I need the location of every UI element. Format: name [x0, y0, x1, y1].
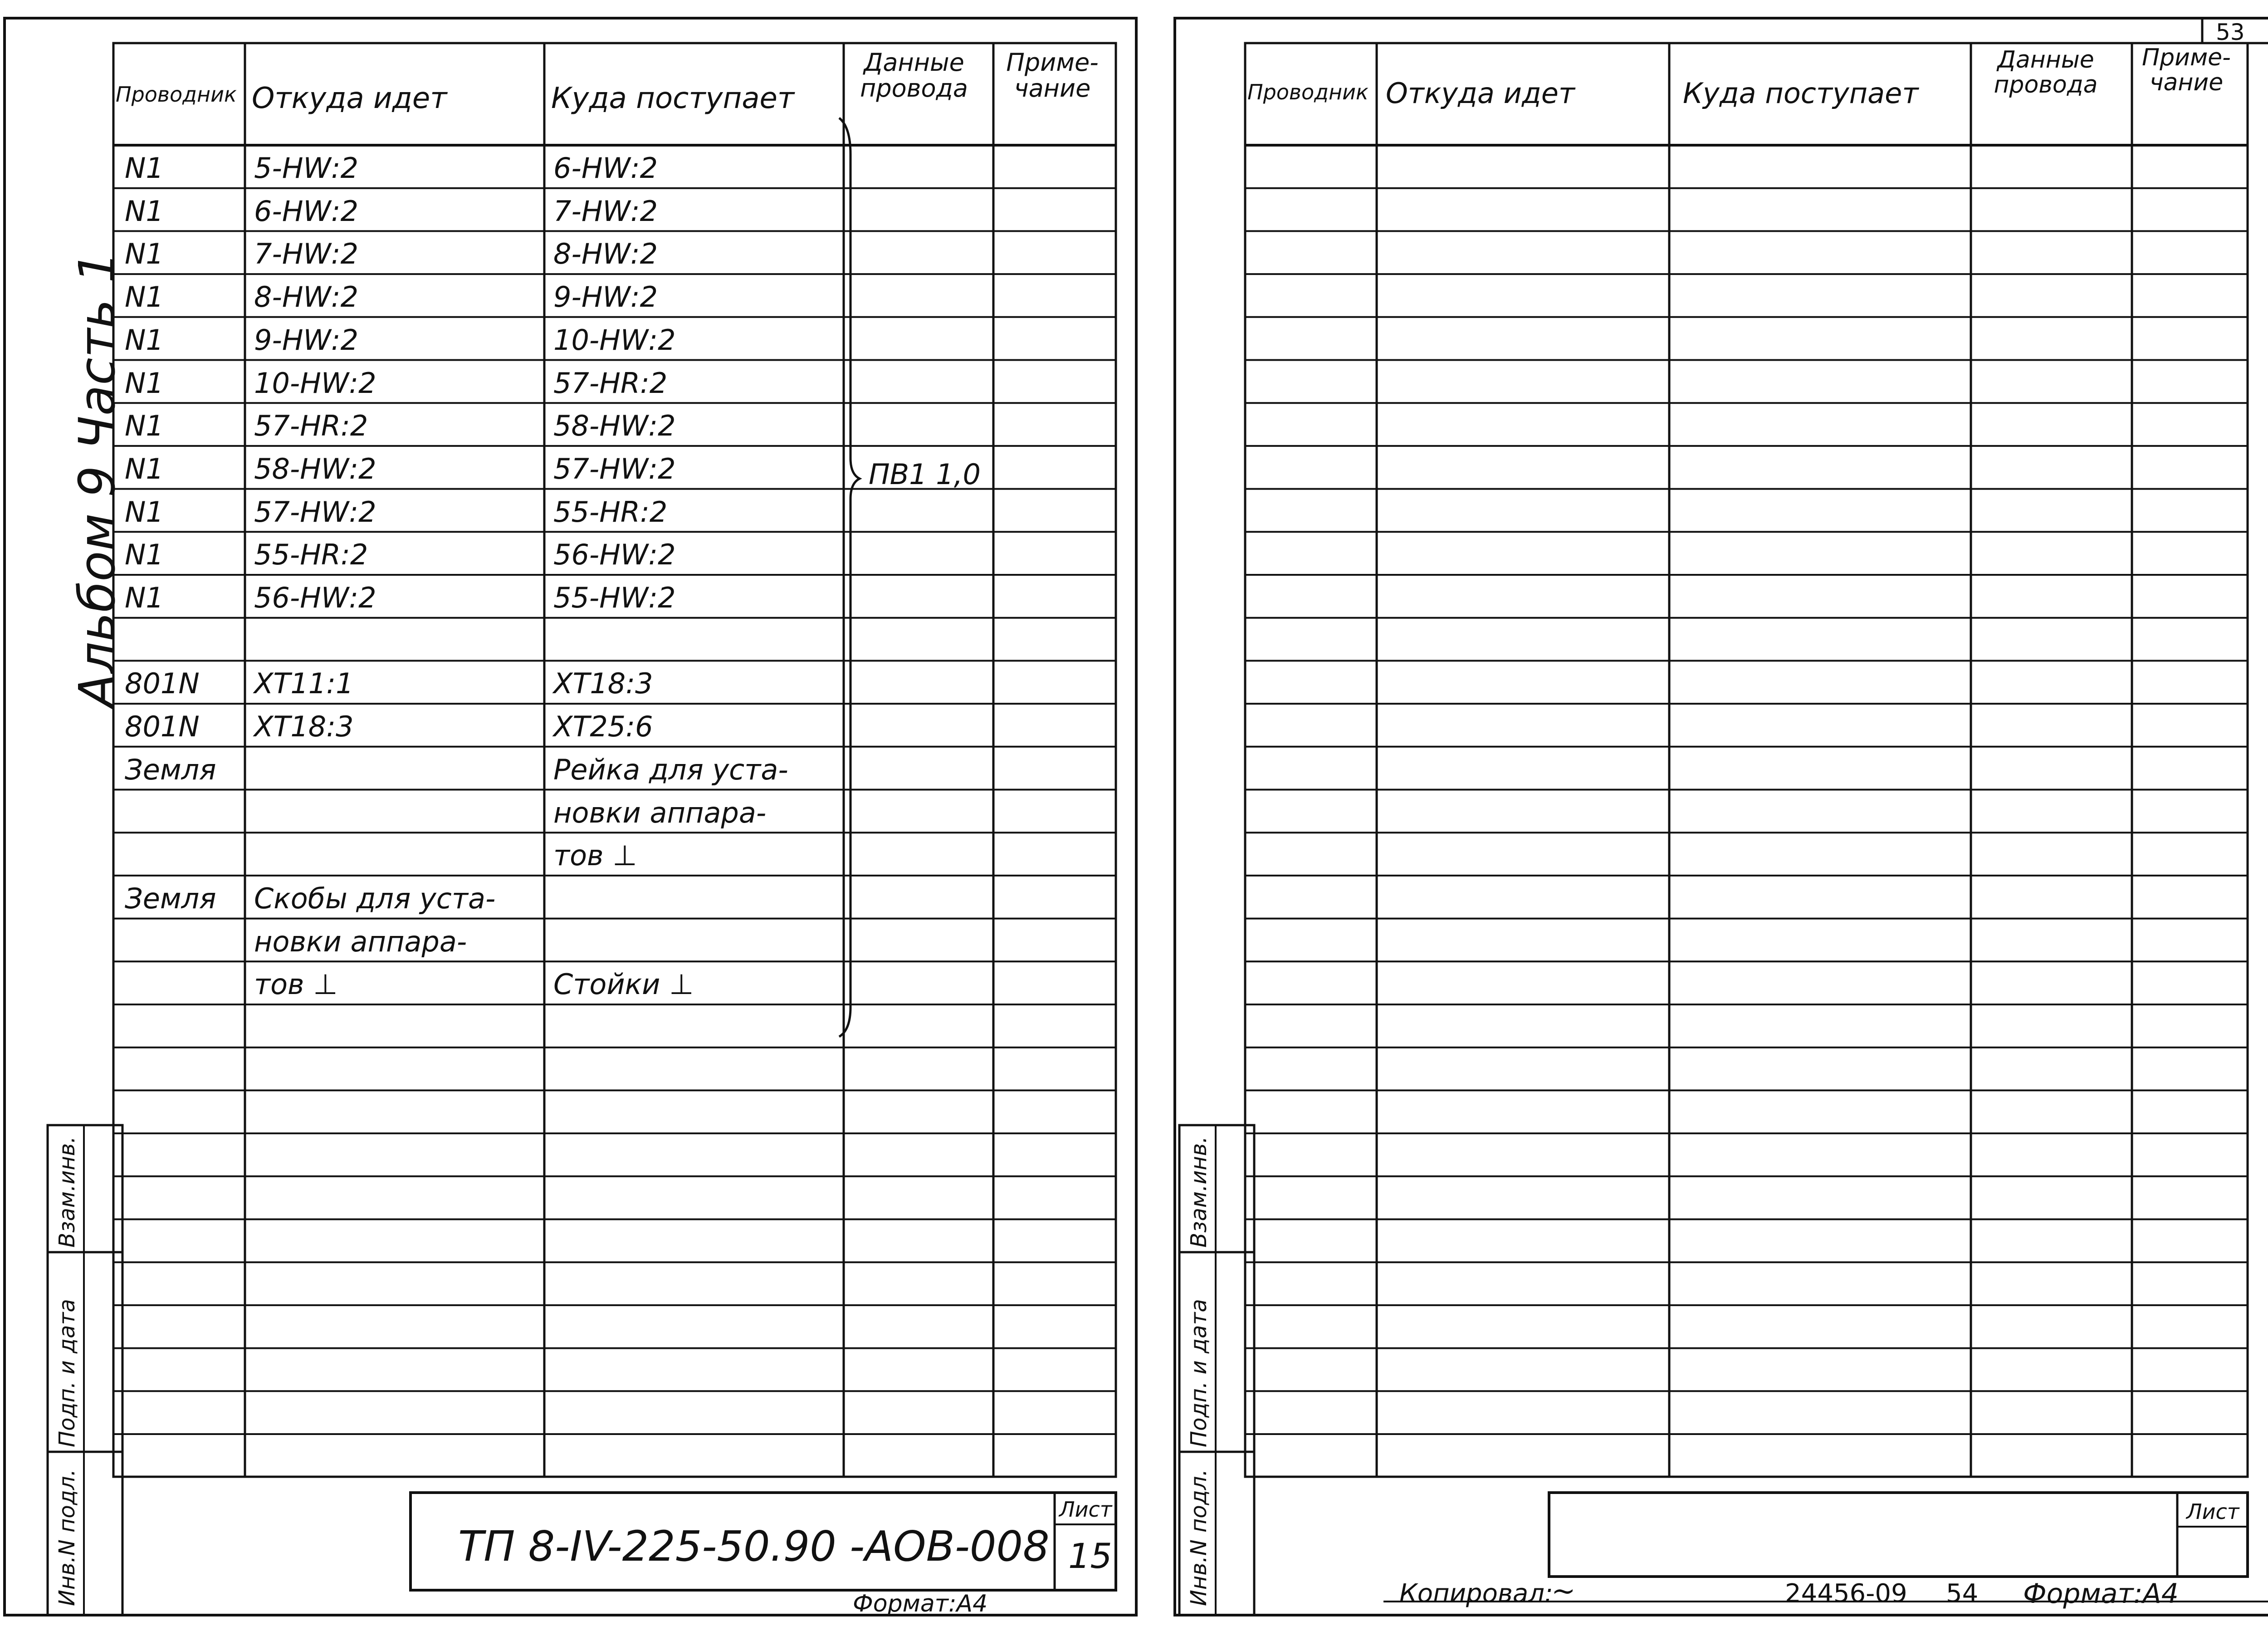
left-header-note: Приме- чание [1006, 48, 1099, 103]
left-row-conductor: N1 [125, 495, 164, 529]
left-stamp-inv: Инв.N подл. [54, 1469, 80, 1606]
left-row-from: 7-HW:2 [254, 237, 359, 271]
left-row-conductor: N1 [125, 409, 164, 443]
right-header-note: Приме- чание [2142, 44, 2231, 96]
left-header-from: Откуда идет [252, 82, 447, 115]
left-row-from: 6-HW:2 [254, 194, 359, 228]
left-row-from: 56-HW:2 [254, 581, 376, 614]
left-row-conductor: N1 [125, 581, 164, 614]
left-row-from: Скобы для уста- [254, 882, 496, 915]
right-header-data: Данные провода [1994, 46, 2098, 98]
left-row-from: 57-HW:2 [254, 495, 376, 529]
left-stamp-sign: Подп. и дата [54, 1299, 80, 1447]
left-row-conductor: N1 [125, 194, 164, 228]
left-row-conductor: N1 [125, 152, 164, 185]
left-row-from: XT11:1 [254, 667, 354, 700]
left-row-conductor: Земля [125, 753, 216, 786]
left-row-from: 5-HW:2 [254, 152, 359, 185]
left-row-from: 9-HW:2 [254, 323, 359, 357]
right-copied-label: Копировал: [1399, 1579, 1553, 1608]
left-row-to: 55-HR:2 [553, 495, 668, 529]
right-stamp-repl: Взам.инв. [1186, 1136, 1212, 1248]
left-row-conductor: N1 [125, 323, 164, 357]
left-row-to: 55-HW:2 [553, 581, 676, 614]
left-header-to: Куда поступает [551, 82, 795, 115]
right-sheet-frame [1175, 18, 2268, 1615]
right-page-num: 53 [2216, 19, 2245, 45]
left-row-to: Стойки ⊥ [553, 968, 694, 1001]
left-header-conductor: Проводник [116, 82, 237, 107]
left-row-from: новки аппара- [254, 925, 467, 958]
left-row-to: 58-HW:2 [553, 409, 676, 443]
left-row-from: XT18:3 [254, 710, 354, 744]
left-stamp-repl: Взам.инв. [54, 1136, 80, 1248]
left-sheet-label: Лист [1059, 1497, 1112, 1522]
left-row-from: 57-HR:2 [254, 409, 368, 443]
right-stamp-inv: Инв.N подл. [1186, 1469, 1212, 1606]
left-row-to: Рейка для уста- [553, 753, 788, 786]
right-header-conductor: Проводник [1247, 80, 1369, 104]
left-row-conductor: N1 [125, 280, 164, 314]
wire-data-value: ПВ1 1,0 [869, 458, 981, 491]
left-row-to: 8-HW:2 [553, 237, 658, 271]
left-doc-code: ТП 8-IV-225-50.90 -АОВ-008 [458, 1522, 1050, 1571]
left-row-from: 8-HW:2 [254, 280, 359, 314]
right-order-num: 24456-09 [1785, 1579, 1907, 1608]
right-grid [1245, 43, 2248, 1477]
left-row-to: 57-HR:2 [553, 366, 668, 400]
left-row-to: 10-HW:2 [553, 323, 676, 357]
right-signature: ~ [1551, 1574, 1576, 1608]
left-row-to: 7-HW:2 [553, 194, 658, 228]
left-row-from: 10-HW:2 [254, 366, 376, 400]
left-row-conductor: N1 [125, 237, 164, 271]
right-title-block [1549, 1493, 2248, 1577]
left-row-to: 57-HW:2 [553, 452, 676, 485]
left-row-to: XT18:3 [553, 667, 653, 700]
left-row-to: тов ⊥ [553, 839, 637, 872]
right-format: Формат:А4 [2023, 1578, 2179, 1610]
left-row-from: 55-HR:2 [254, 538, 368, 572]
left-row-to: новки аппара- [553, 796, 767, 829]
left-side-label: Альбом 9 Часть 1 [68, 251, 126, 708]
left-row-conductor: N1 [125, 366, 164, 400]
right-stamp-sign: Подп. и дата [1186, 1299, 1212, 1447]
left-row-to: 9-HW:2 [553, 280, 658, 314]
left-row-to: 6-HW:2 [553, 152, 658, 185]
left-row-from: 58-HW:2 [254, 452, 376, 485]
left-row-conductor: 801N [125, 710, 200, 744]
left-row-conductor: Земля [125, 882, 216, 915]
wire-data-bracket [839, 118, 860, 1037]
left-row-to: XT25:6 [553, 710, 653, 744]
left-format: Формат:А4 [853, 1590, 988, 1617]
right-sheet-label: Лист [2186, 1499, 2239, 1524]
left-row-from: тов ⊥ [254, 968, 338, 1001]
left-row-conductor: 801N [125, 667, 200, 700]
left-sheet-num: 15 [1068, 1536, 1112, 1576]
left-row-conductor: N1 [125, 538, 164, 572]
left-row-to: 56-HW:2 [553, 538, 676, 572]
left-row-conductor: N1 [125, 452, 164, 485]
right-header-from: Откуда идет [1386, 77, 1575, 110]
right-header-to: Куда поступает [1683, 77, 1919, 110]
left-header-data: Данные провода [860, 48, 968, 103]
right-page-ref: 54 [1946, 1579, 1979, 1608]
